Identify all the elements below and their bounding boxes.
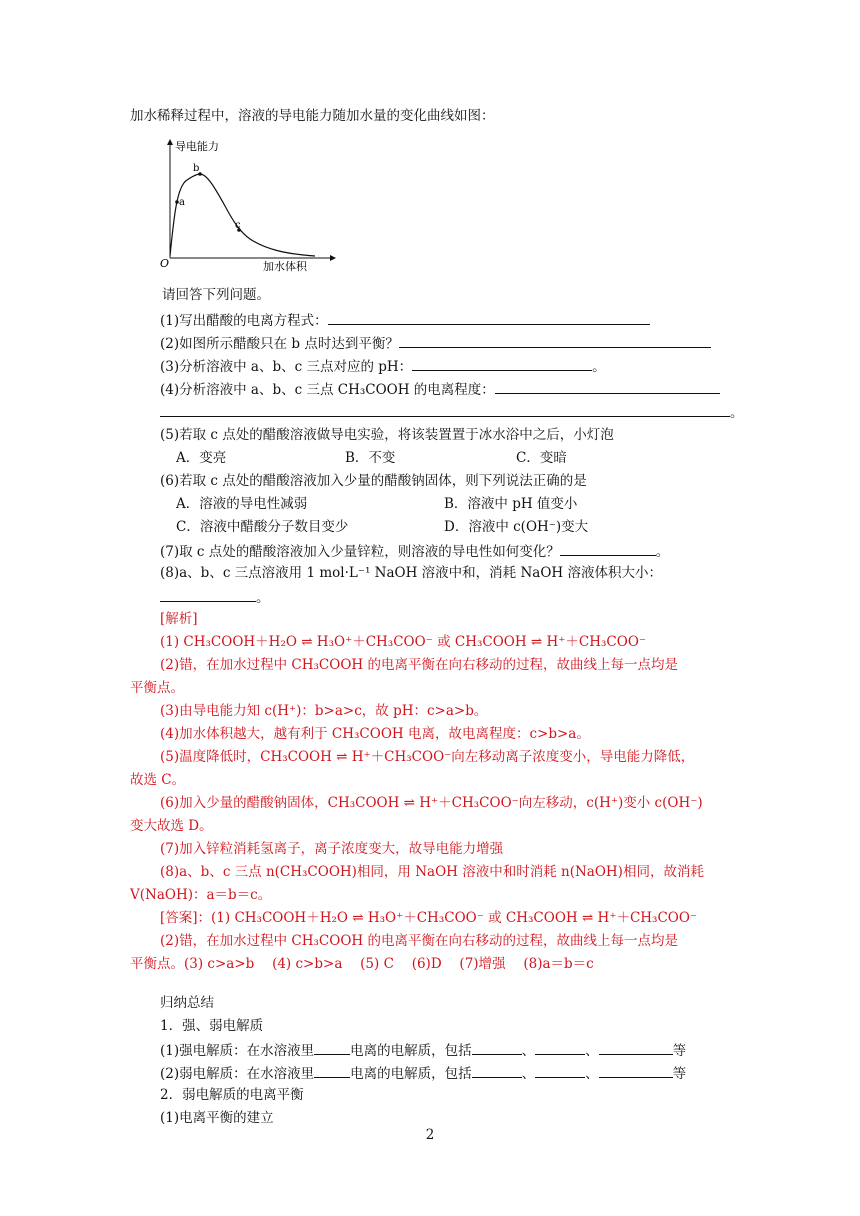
question-3-end: 。 bbox=[592, 359, 606, 375]
question-7-end: 。 bbox=[655, 544, 670, 560]
x-axis-label: 加水体积 bbox=[263, 260, 307, 273]
summary-section-2: 2．弱电解质的电离平衡 bbox=[160, 1087, 304, 1103]
prompt-text: 请回答下列问题。 bbox=[162, 287, 270, 303]
question-4-cont bbox=[160, 402, 744, 422]
weak-blank-2[interactable] bbox=[472, 1063, 522, 1078]
summary-section-1: 1．强、弱电解质 bbox=[160, 1018, 264, 1034]
q6-option-c[interactable]: C．溶液中醋酸分子数目变少 bbox=[176, 519, 349, 535]
question-8-cont bbox=[160, 587, 270, 607]
question-4 bbox=[160, 379, 720, 399]
question-4-text: (4)分析溶液中 a、b、c 三点 CH₃COOH 的电离程度： bbox=[160, 382, 495, 398]
strong-text-end: 等 bbox=[672, 1043, 687, 1059]
analysis-3: (3)由导电能力知 c(H⁺)：b>a>c，故 pH：c>a>b。 bbox=[160, 703, 488, 719]
y-axis-label: 导电能力 bbox=[175, 140, 219, 153]
question-6: (6)若取 c 点处的醋酸溶液加入少量的醋酸钠固体，则下列说法正确的是 bbox=[160, 473, 587, 489]
point-c-label: c bbox=[235, 220, 241, 231]
answer-blank-2[interactable] bbox=[399, 333, 711, 348]
point-b-label: b bbox=[193, 163, 200, 174]
question-8-end: 。 bbox=[256, 590, 270, 606]
q6-option-a[interactable]: A．溶液的导电性减弱 bbox=[176, 496, 308, 512]
question-1-text: (1)写出醋酸的电离方程式： bbox=[160, 313, 328, 329]
answer-blank-4a[interactable] bbox=[495, 379, 720, 394]
analysis-1: (1) CH₃COOH＋H₂O ⇌ H₃O⁺＋CH₃COO⁻ 或 CH₃COOH ⇌ H⁺＋CH₃COO⁻ bbox=[160, 634, 647, 650]
intro-text: 加水稀释过程中，溶液的导电能力随加水量的变化曲线如图： bbox=[130, 108, 495, 124]
answer-line3: 平衡点。(3) c>a>b (4) c>b>a (5) C (6)D (7)增强 (8)a＝b＝c bbox=[130, 956, 594, 972]
analysis-5-line2: 故选 C。 bbox=[130, 772, 186, 788]
analysis-8-line2: V(NaOH)：a＝b＝c。 bbox=[130, 887, 272, 903]
strong-blank-1[interactable] bbox=[314, 1040, 350, 1055]
weak-blank-3[interactable] bbox=[535, 1063, 585, 1078]
strong-blank-3[interactable] bbox=[535, 1040, 585, 1055]
q6-option-d[interactable]: D．溶液中 c(OH⁻)变大 bbox=[444, 519, 589, 535]
question-1 bbox=[160, 310, 650, 330]
analysis-7: (7)加入锌粒消耗氢离子，离子浓度变大，故导电能力增强 bbox=[160, 841, 504, 857]
answer-line2: (2)错，在加水过程中 CH₃COOH 的电离平衡在向右移动的过程，故曲线上每一点均是 bbox=[160, 933, 678, 949]
question-3 bbox=[160, 356, 606, 376]
answer-blank-1[interactable] bbox=[328, 310, 650, 325]
question-8: (8)a、b、c 三点溶液用 1 mol·L⁻¹ NaOH 溶液中和，消耗 NaOH 溶液体积大小： bbox=[160, 565, 662, 581]
question-3-text: (3)分析溶液中 a、b、c 三点对应的 pH： bbox=[160, 359, 413, 375]
answer-blank-8[interactable] bbox=[160, 587, 256, 602]
question-5: (5)若取 c 点处的醋酸溶液做导电实验，将该装置置于冰水浴中之后，小灯泡 bbox=[160, 427, 614, 443]
strong-blank-2[interactable] bbox=[472, 1040, 522, 1055]
strong-electrolyte-line bbox=[160, 1040, 686, 1060]
weak-text-1: (2)弱电解质：在水溶液里 bbox=[160, 1066, 315, 1082]
question-7 bbox=[160, 541, 669, 561]
analysis-2-line2: 平衡点。 bbox=[130, 680, 184, 696]
q5-option-b[interactable]: B．不变 bbox=[345, 450, 396, 466]
q5-option-a[interactable]: A．变亮 bbox=[176, 450, 227, 466]
question-2 bbox=[160, 333, 711, 353]
answer-blank-3[interactable] bbox=[412, 356, 592, 371]
strong-sep-2: 、 bbox=[585, 1043, 599, 1059]
q6-option-b[interactable]: B．溶液中 pH 值变小 bbox=[444, 496, 578, 512]
weak-sep-1: 、 bbox=[521, 1066, 536, 1082]
strong-blank-4[interactable] bbox=[599, 1040, 673, 1055]
conductivity-curve bbox=[170, 174, 315, 256]
analysis-5-line1: (5)温度降低时，CH₃COOH ⇌ H⁺＋CH₃COO⁻向左移动离子浓度变小，导电能力降低， bbox=[160, 749, 695, 765]
summary-section-2-1: (1)电离平衡的建立 bbox=[160, 1110, 274, 1126]
analysis-heading: [解析] bbox=[160, 611, 198, 627]
weak-blank-1[interactable] bbox=[314, 1063, 350, 1078]
analysis-6-line2: 变大故选 D。 bbox=[130, 818, 213, 834]
weak-text-end: 等 bbox=[672, 1066, 687, 1082]
origin-label: O bbox=[160, 257, 170, 270]
question-2-text: (2)如图所示醋酸只在 b 点时达到平衡？ bbox=[160, 336, 399, 352]
strong-sep-1: 、 bbox=[521, 1043, 536, 1059]
answer-blank-7[interactable] bbox=[560, 541, 656, 556]
weak-electrolyte-line bbox=[160, 1063, 686, 1083]
weak-sep-2: 、 bbox=[585, 1066, 599, 1082]
conductivity-graph bbox=[155, 136, 345, 276]
strong-text-2: 电离的电解质，包括 bbox=[350, 1043, 472, 1059]
answer-line1: [答案]：(1) CH₃COOH＋H₂O ⇌ H₃O⁺＋CH₃COO⁻ 或 CH₃COOH ⇌ H⁺＋CH₃COO⁻ bbox=[160, 910, 698, 926]
strong-text-1: (1)强电解质：在水溶液里 bbox=[160, 1043, 315, 1059]
point-a-label: a bbox=[179, 197, 185, 208]
weak-text-2: 电离的电解质，包括 bbox=[350, 1066, 472, 1082]
q5-option-c[interactable]: C．变暗 bbox=[516, 450, 567, 466]
analysis-8-line1: (8)a、b、c 三点 n(CH₃COOH)相同，用 NaOH 溶液中和时消耗 n(NaOH)相同，故消耗 bbox=[160, 864, 704, 880]
answer-blank-4b[interactable] bbox=[160, 402, 730, 417]
summary-title: 归纳总结 bbox=[160, 995, 214, 1011]
analysis-2-line1: (2)错，在加水过程中 CH₃COOH 的电离平衡在向右移动的过程，故曲线上每一点均是 bbox=[160, 657, 678, 673]
analysis-4: (4)加水体积越大，越有利于 CH₃COOH 电离，故电离程度：c>b>a。 bbox=[160, 726, 590, 742]
analysis-6-line1: (6)加入少量的醋酸钠固体，CH₃COOH ⇌ H⁺＋CH₃COO⁻向左移动，c(H⁺)变小 c(OH⁻) bbox=[160, 795, 703, 811]
question-4-end: 。 bbox=[730, 405, 744, 421]
weak-blank-4[interactable] bbox=[599, 1063, 673, 1078]
question-7-text: (7)取 c 点处的醋酸溶液加入少量锌粒，则溶液的导电性如何变化？ bbox=[160, 544, 560, 560]
page-number: 2 bbox=[425, 1127, 435, 1143]
